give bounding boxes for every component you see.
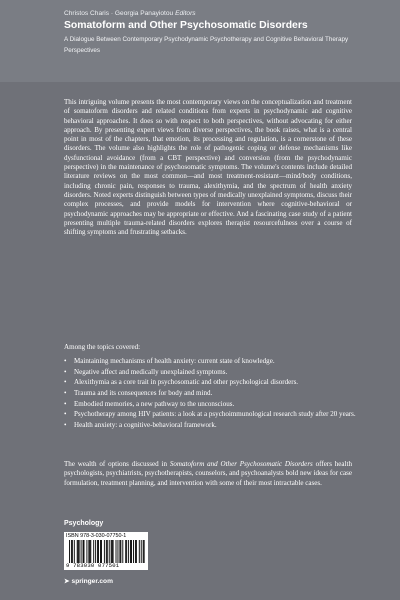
editor-names: Christos Charis · Georgia Panayiotou — [64, 10, 174, 17]
publisher-link[interactable] — [64, 577, 113, 585]
list-item: • Psychotherapy among HIV patients: a look at a psychoimmunological research study after 20 years. — [64, 410, 364, 419]
editors-role: Editors — [175, 10, 196, 17]
publisher-url: springer.com — [71, 578, 113, 585]
barcode-digits: 9 783030 077501 — [66, 562, 120, 569]
topics-intro: Among the topics covered: — [64, 343, 141, 351]
list-item: • Alexithymia as a core trait in psychosomatic and other psychological disorders. — [64, 378, 364, 387]
list-item: • Maintaining mechanisms of health anxiety: current state of knowledge. — [64, 357, 364, 366]
cover-header — [0, 0, 400, 82]
description — [64, 98, 352, 237]
closing-paragraph — [64, 460, 352, 488]
barcode-bars — [69, 540, 145, 563]
book-title: Somatoform and Other Psychosomatic Disorders — [64, 20, 308, 31]
closing-text — [64, 460, 352, 488]
description-paragraph: This intriguing volume presents the most contemporary views on the conceptualization and treatment of somatoform disorders and related conditions from experts in psychodynamic and cognitive behavioral approaches. It does so with respect to both perspectives, without advocating for either approach. By presenting expert views from diverse perspectives, the book raises, what is a central point in most of the chapters, that emotion, its processing and regulation, is a cornerstone of these disorders. The volume also highlights the role of pathogenic coping or defense mechanisms like dysfunctional avoidance (from a CBT perspective) and conversion (from the psychodynamic perspective) in the maintenance of psychosomatic symptoms. The volume's contents include detailed literature reviews on the most common—and most treatment-resistant—mind/body conditions, including chronic pain, responses to trauma, alexithymia, and the spectrum of health anxiety disorders. Noted experts distinguish between types of medically unexplained symptoms, discuss their complex processes, and provide models for intervention where cognitive-behavioral or psychodynamic approaches may be appropriate or effective. And a fascinating case study of a patient presenting multiple trauma-related disorders explores therapist resourcefulness over a course of shifting symptoms and frustrating setbacks. — [64, 98, 352, 237]
isbn-label: ISBN 978-3-030-07750-1 — [66, 533, 127, 539]
closing-rest: offers health psychologists, psychiatrists, psychotherapists, counselors, and psychoanalysts bold new ideas for case formulation, treatment planning, and intervention with some of their most intractable cases. — [64, 460, 352, 487]
subject-category: Psychology — [64, 520, 104, 527]
list-item: • Trauma and its consequences for body and mind. — [64, 389, 364, 398]
closing-book-title: Somatoform and Other Psychosomatic Disorders — [169, 460, 313, 468]
barcode — [64, 532, 148, 570]
list-item: • Negative affect and medically unexplained symptoms. — [64, 368, 364, 377]
list-item: • Embodied memories, a new pathway to the unconscious. — [64, 400, 364, 409]
arrow-right-icon: ➤ — [64, 578, 70, 585]
topics-list — [64, 357, 364, 432]
closing-lead: The wealth of options discussed in — [64, 460, 170, 468]
book-subtitle: A Dialogue Between Contemporary Psychodynamic Psychotherapy and Cognitive Behavioral Therapy Perspectives — [64, 36, 349, 54]
editors-line — [64, 10, 196, 17]
list-item: • Health anxiety: a cognitive-behavioral framework. — [64, 421, 364, 430]
